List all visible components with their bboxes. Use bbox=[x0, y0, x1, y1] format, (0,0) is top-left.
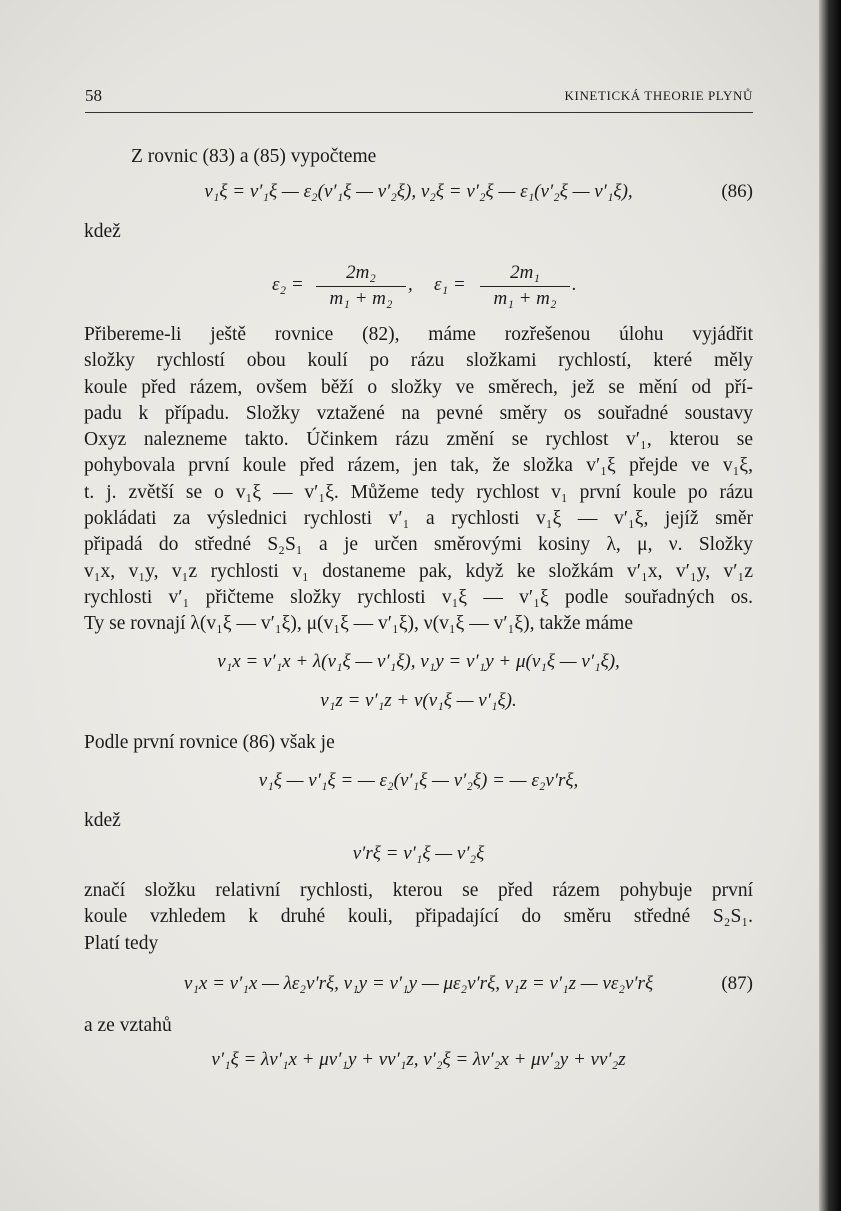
paragraph-1-line: t. j. zvětší se o v₁ξ — v′₁ξ. Můžeme tedy rychlost v₁ první koule po rázu bbox=[84, 481, 753, 503]
ze-vztahu-text: a ze vztahů bbox=[84, 1015, 172, 1036]
eps2-numerator: 2m₂ bbox=[346, 262, 376, 283]
paragraph-1-line: pohybovala první koule před rázem, jen tak, že složka v′₁ξ přejde ve v₁ξ, bbox=[84, 455, 753, 477]
paragraph-1-line: složky rychlostí obou koulí po rázu složkami rychlostí, které měly bbox=[84, 350, 753, 372]
intro-text: Z rovnic (83) a (85) vypočteme bbox=[131, 146, 377, 167]
podle-text: Podle první rovnice (86) však je bbox=[84, 732, 335, 753]
running-title: KINETICKÁ THEORIE PLYNŮ bbox=[564, 88, 753, 103]
equation-a1: v₁x = v′₁x + λ(v₁ξ — v′₁ξ), v₁y = v′₁y + μ(v₁ξ — v′₁ξ), bbox=[217, 651, 620, 672]
equation-last: v′₁ξ = λv′₁x + μv′₁y + νv′₁z, v′₂ξ = λv′₂x + μv′₂y + νv′₂z bbox=[211, 1049, 626, 1070]
equation-87-body: v₁x = v′₁x — λε₂v′rξ, v₁y = v′₁y — με₂v′rξ, v₁z = v′₁z — νε₂v′rξ bbox=[183, 973, 654, 994]
paragraph-1-line: připadá do středné S₂S₁ a je určen směrovými kosiny λ, μ, ν. Složky bbox=[84, 534, 753, 556]
equation-number-86: (86) bbox=[721, 181, 753, 202]
paragraph-1-line: padu k případu. Složky vztažené na pevné směry os souřadné soustavy bbox=[84, 402, 753, 424]
paragraph-1-line: Ty se rovnají λ(v₁ξ — v′₁ξ), μ(v₁ξ — v′₁ξ), ν(v₁ξ — v′₁ξ), takže máme bbox=[84, 613, 633, 635]
equation-86 bbox=[84, 181, 753, 203]
paragraph-1-line: Přibereme-li ještě rovnice (82), máme rozřešenou úlohu vyjádřit bbox=[84, 324, 753, 345]
eps2-lhs: ε₂ = bbox=[272, 274, 304, 295]
eps1-denominator: m₁ + m₂ bbox=[493, 288, 557, 309]
paragraph-2-line: koule vzhledem k druhé kouli, připadající do směru středné S₂S₁. bbox=[84, 906, 753, 928]
paragraph-2-line: značí složku relativní rychlosti, kterou se před rázem pohybuje první bbox=[84, 880, 753, 901]
eps1-period: . bbox=[572, 274, 577, 295]
equation-86-body: v₁ξ = v′₁ξ — ε₂(v′₁ξ — v′₂ξ), v₂ξ = v′₂ξ — ε₁(v′₂ξ — v′₁ξ), bbox=[204, 181, 633, 202]
paragraph-1-line: pokládati za výslednici rychlosti v′₁ a rychlosti v₁ξ — v′₁ξ, jejíž směr bbox=[84, 508, 753, 530]
book-spine-shadow bbox=[819, 0, 841, 1211]
kdez-label-2: kdež bbox=[84, 810, 121, 831]
eps1-numerator: 2m₁ bbox=[510, 262, 540, 283]
paragraph-2-line: Platí tedy bbox=[84, 932, 159, 954]
paragraph-2 bbox=[84, 878, 753, 957]
paragraph-1-line: rychlosti v′₁ přičteme složky rychlosti v₁ξ — v′₁ξ podle souřadných os. bbox=[84, 586, 753, 608]
paragraph-1-line: Oxyz nalezneme takto. Účinkem rázu změní se rychlost v′₁, kterou se bbox=[84, 429, 753, 451]
eps2-fraction-line bbox=[316, 286, 406, 287]
eps1-fraction-line bbox=[480, 286, 570, 287]
header-rule bbox=[85, 112, 753, 113]
equation-a2: v₁z = v′₁z + ν(v₁ξ — v′₁ξ). bbox=[320, 690, 517, 711]
paragraph-1-line: koule před rázem, ovšem běží o složky ve směrech, jež se mění od pří- bbox=[84, 376, 753, 398]
page-number: 58 bbox=[85, 86, 102, 105]
equation-c: v′rξ = v′₁ξ — v′₂ξ bbox=[352, 843, 485, 864]
kdez-label-1: kdež bbox=[84, 221, 121, 242]
eps2-separator: , bbox=[408, 274, 413, 295]
equation-number-87: (87) bbox=[721, 973, 753, 994]
page-header bbox=[85, 86, 753, 112]
epsilon-fractions bbox=[84, 262, 753, 312]
equation-b: v₁ξ — v′₁ξ = — ε₂(v′₁ξ — v′₂ξ) = — ε₂v′rξ, bbox=[258, 770, 579, 791]
equation-87 bbox=[84, 973, 753, 995]
eps1-lhs: ε₁ = bbox=[434, 274, 466, 295]
paragraph-1 bbox=[84, 322, 753, 638]
eps2-denominator: m₁ + m₂ bbox=[329, 288, 393, 309]
paragraph-1-line: v₁x, v₁y, v₁z rychlosti v₁ dostaneme pak, když ke složkám v′₁x, v′₁y, v′₁z bbox=[84, 560, 753, 582]
